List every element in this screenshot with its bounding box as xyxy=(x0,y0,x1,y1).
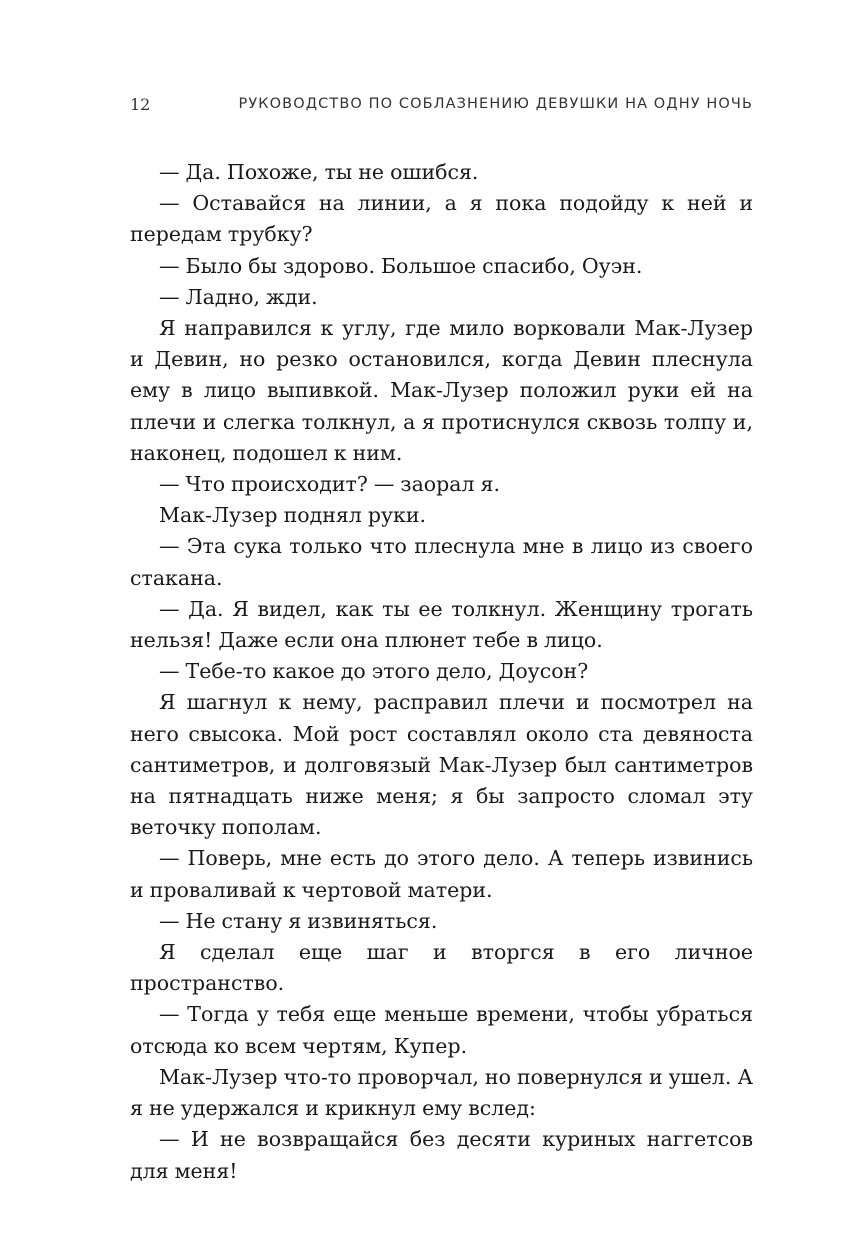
paragraph: — И не возвращайся без десяти куриных наггетсов для меня! xyxy=(130,1127,753,1183)
paragraph: — Да. Я видел, как ты ее толкнул. Женщину трогать нельзя! Даже если она плюнет тебе в лицо. xyxy=(130,596,753,653)
paragraph: — Тебе-то какое до этого дело, Доусон? xyxy=(159,659,589,684)
paragraph: — Было бы здорово. Большое спасибо, Оуэн. xyxy=(159,253,643,278)
paragraph: — Оставайся на линии, а я пока подойду к ней и передам трубку? xyxy=(130,191,753,247)
paragraph: — Эта сука только что плеснула мне в лицо из своего стакана. xyxy=(130,534,753,590)
paragraph: — Да. Похоже, ты не ошибся. xyxy=(159,160,479,184)
body-text xyxy=(130,157,753,1187)
paragraph: Я направился к углу, где мило ворковали Мак-Лузер и Девин, но резко остановился, когда Девин плеснула ему в лицо выпивкой. Мак-Лузер положил руки ей на плечи и слегка толкнул, а я протиснулся сквозь толпу и, наконец, подошел к ним. xyxy=(130,316,753,465)
paragraph: Мак-Лузер что-то проворчал, но повернулся и ушел. А я не удержался и крикнул ему вслед: xyxy=(130,1064,753,1121)
paragraph: Я сделал еще шаг и вторгся в его личное пространство. xyxy=(130,940,753,996)
paragraph: — Поверь, мне есть до этого дело. А теперь извинись и проваливай к чертовой матери. xyxy=(130,846,753,902)
paragraph: Мак-Лузер поднял руки. xyxy=(159,503,427,528)
paragraph: — Тогда у тебя еще меньше времени, чтобы убраться отсюда ко всем чертям, Купер. xyxy=(130,1002,753,1058)
paragraph: — Не стану я извиняться. xyxy=(159,908,438,933)
paragraph: — Ладно, жди. xyxy=(159,284,318,309)
page-number: 12 xyxy=(130,95,151,114)
paragraph: — Что происходит? — заорал я. xyxy=(159,472,500,497)
book-title: РУКОВОДСТВО ПО СОБЛАЗНЕНИЮ ДЕВУШКИ НА ОДНУ НОЧЬ xyxy=(238,96,753,112)
running-header xyxy=(130,95,753,117)
paragraph: Я шагнул к нему, расправил плечи и посмотрел на него свысока. Мой рост составлял около ста девяноста сантиметров, и долговязый Мак-Лузер был сантиметров на пятнадцать ниже меня; я бы запросто сломал эту веточку пополам. xyxy=(130,690,753,840)
